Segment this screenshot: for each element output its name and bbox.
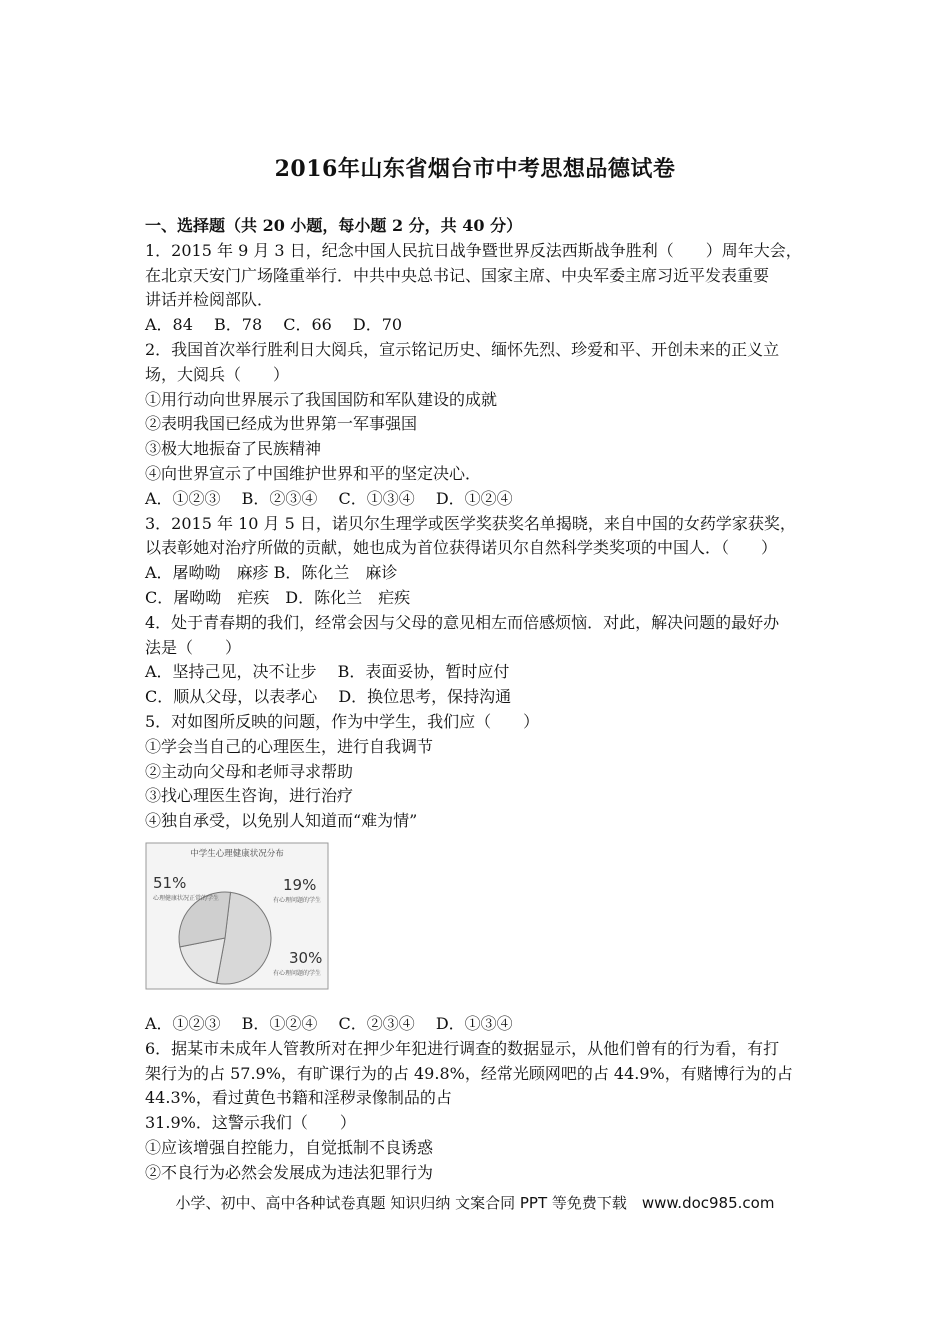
text-line: 场，大阅兵（ ） — [145, 364, 290, 384]
text-line: ③找心理医生咨询，进行治疗 — [145, 786, 354, 806]
text-line: A．屠呦呦 麻疹 B．陈化兰 麻诊 — [145, 563, 398, 583]
questions-part-2 — [145, 1012, 810, 1186]
text-line: ②主动向父母和老师寻求帮助 — [145, 761, 354, 781]
text-line: 在北京天安门广场隆重举行．中共中央总书记、国家主席、中央军委主席习近平发表重要 — [145, 265, 770, 285]
text-line: 31.9%．这警示我们（ ） — [145, 1113, 356, 1133]
text-line: ④独自承受，以免别人知道而“难为情” — [145, 811, 418, 831]
text-line: 4．处于青春期的我们，经常会因与父母的意见相左而倍感烦恼．对此，解决问题的最好办 — [145, 612, 780, 632]
text-line: 6．据某市未成年人管教所对在押少年犯进行调查的数据显示，从他们曾有的行为看，有打 — [145, 1038, 780, 1058]
slice-label-51: 51% — [153, 873, 187, 892]
text-line: ②表明我国已经成为世界第一军事强国 — [145, 414, 418, 434]
text-line: 2．我国首次举行胜利日大阅兵，宣示铭记历史、缅怀先烈、珍爱和平、开创未来的正义立 — [145, 339, 780, 359]
text-line: 一、选择题（共 20 小题，每小题 2 分，共 40 分） — [145, 216, 523, 235]
text-line: 44.3%，看过黄色书籍和淫秽录像制品的占 — [145, 1088, 452, 1108]
text-line: ③极大地振奋了民族精神 — [145, 439, 322, 459]
pie-slices — [179, 892, 271, 984]
chart-title: 中学生心理健康状况分布 — [190, 848, 284, 859]
text-line: 3．2015 年 10 月 5 日，诺贝尔生理学或医学奖获奖名单揭晓，来自中国的女药学家获奖， — [145, 513, 796, 533]
text-line: 1．2015 年 9 月 3 日，纪念中国人民抗日战争暨世界反法西斯战争胜利（ ）周年大会， — [145, 240, 802, 260]
text-line: ④向世界宣示了中国维护世界和平的坚定决心． — [145, 463, 482, 483]
slice-label-30: 30% — [289, 948, 323, 967]
text-line: 以表彰她对治疗所做的贡献，她也成为首位获得诺贝尔自然科学类奖项的中国人．（ ） — [145, 538, 778, 558]
text-line: C．屠呦呦 疟疾 D．陈化兰 疟疾 — [145, 587, 411, 607]
slice-desc-30: 有心理问题的学生 — [273, 969, 322, 977]
text-line: 5．对如图所反映的问题，作为中学生，我们应（ ） — [145, 711, 540, 731]
text-line: A．①②③ B．①②④ C．②③④ D．①③④ — [145, 1013, 513, 1033]
questions-part-1 — [145, 214, 810, 834]
footer-text: 小学、初中、高中各种试卷真题 知识归纳 文案合同 PPT 等免费下载 www.doc985.com — [175, 1194, 775, 1212]
pie-chart-figure — [145, 842, 335, 1012]
question-content — [145, 214, 810, 1186]
text-line: A．①②③ B．②③④ C．①③④ D．①②④ — [145, 488, 513, 508]
text-line: 法是（ ） — [145, 637, 242, 657]
pie-chart — [145, 842, 335, 1012]
text-line: C．顺从父母，以表孝心 D．换位思考，保持沟通 — [145, 687, 512, 707]
exam-title: 2016年山东省烟台市中考思想品德试卷 — [274, 156, 676, 182]
text-line: 讲话并检阅部队． — [145, 290, 274, 310]
text-line: A．坚持己见，决不让步 B．表面妥协，暂时应付 — [145, 662, 510, 682]
slice-desc-19: 有心理问题的学生 — [273, 896, 322, 904]
text-line: A．84 B．78 C．66 D．70 — [145, 315, 403, 335]
text-line: ①学会当自己的心理医生，进行自我调节 — [145, 736, 434, 756]
text-line: ①用行动向世界展示了我国国防和军队建设的成就 — [145, 389, 498, 409]
text-line: ①应该增强自控能力，自觉抵制不良诱惑 — [145, 1137, 434, 1157]
slice-desc-51: 心理健康状况正常的学生 — [153, 894, 220, 902]
slice-label-19: 19% — [283, 875, 317, 894]
text-line: ②不良行为必然会发展成为违法犯罪行为 — [145, 1162, 434, 1182]
text-line: 架行为的占 57.9%，有旷课行为的占 49.8%，经常光顾网吧的占 44.9%，有赌博行为的占 — [145, 1063, 793, 1083]
